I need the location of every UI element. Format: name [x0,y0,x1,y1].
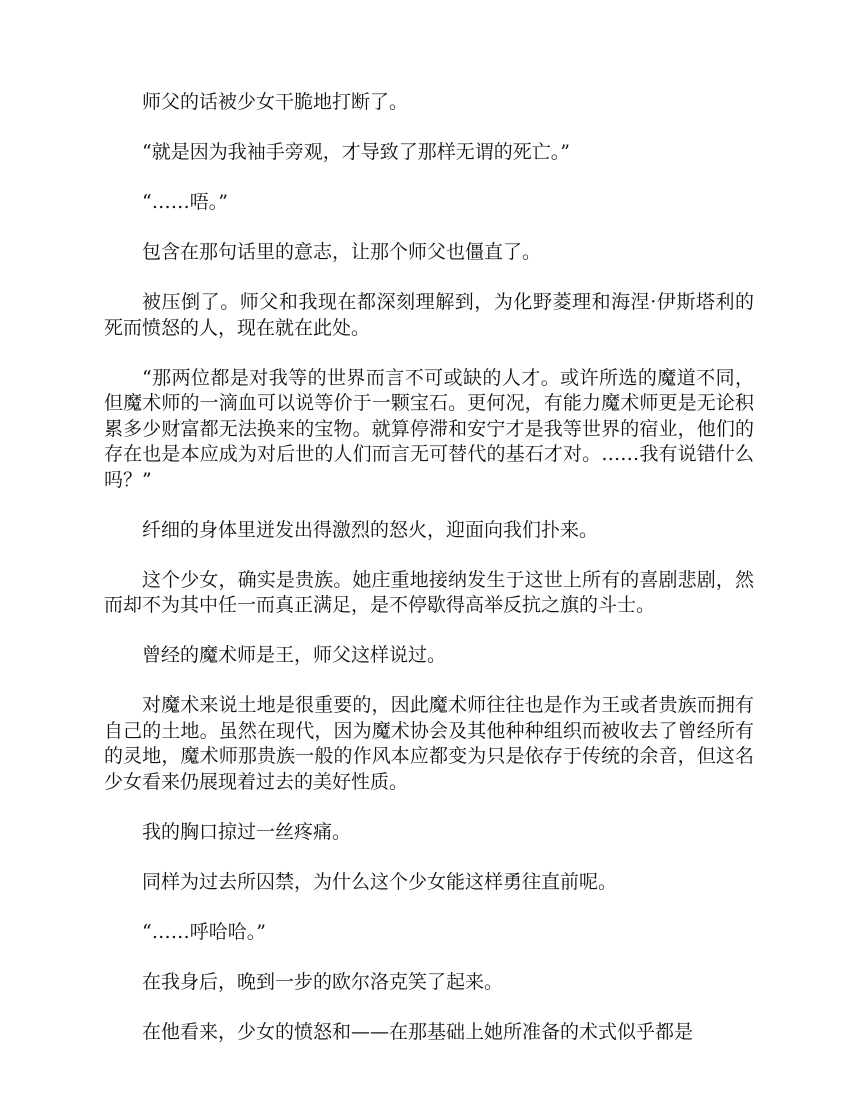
paragraph: 曾经的魔术师是王，师父这样说过。 [142,644,447,666]
paragraph: 这个少女，确实是贵族。她庄重地接纳发生于这世上所有的喜剧悲剧，然而却不为其中任一而真正满足，是不停歇得高举反抗之旗的斗士。 [104,568,754,616]
paragraph: 我的胸口掠过一丝疼痛。 [142,820,352,843]
paragraph: 包含在那句话里的意志，让那个师父也僵直了。 [142,241,542,263]
paragraph: “……唔。” [142,191,228,213]
paragraph: “那两位都是对我等的世界而言不可或缺的人才。或许所选的魔道不同，但魔术师的一滴血可以说等价于一颗宝石。更何况，有能力魔术师更是无论积累多少财富都无法换来的宝物。就算停滞和安宁才是我等世界的宿业，他们的存在也是本应成为对后世的人们而言无可替代的基石才对。……我有说错什么吗？” [104,366,754,491]
paragraph: 师父的话被少女干脆地打断了。 [142,91,409,113]
paragraph: 对魔术来说土地是很重要的，因此魔术师往往也是作为王或者贵族而拥有自己的土地。虽然在现代，因为魔术协会及其他种种组织而被收去了曾经所有的灵地，魔术师那贵族一般的作风本应都变为只是依存于传统的余音，但这名少女看来仍展现着过去的美好性质。 [104,694,754,793]
paragraph: 在我身后，晚到一步的欧尔洛克笑了起来。 [142,970,504,993]
document-page [104,90,754,1070]
paragraph: 纤细的身体里迸发出得激烈的怒火，迎面向我们扑来。 [142,518,599,541]
paragraph: “……呼哈哈。” [142,920,266,943]
paragraph: 被压倒了。师父和我现在都深刻理解到，为化野菱理和海涅·伊斯塔利的死而愤怒的人，现在就在此处。 [104,291,754,339]
paragraph: 在他看来，少女的愤怒和——在那基础上她所准备的术式似乎都是 [142,1020,694,1043]
paragraph: “就是因为我袖手旁观，才导致了那样无谓的死亡。” [142,141,570,163]
paragraph: 同样为过去所囚禁，为什么这个少女能这样勇往直前呢。 [142,870,618,893]
